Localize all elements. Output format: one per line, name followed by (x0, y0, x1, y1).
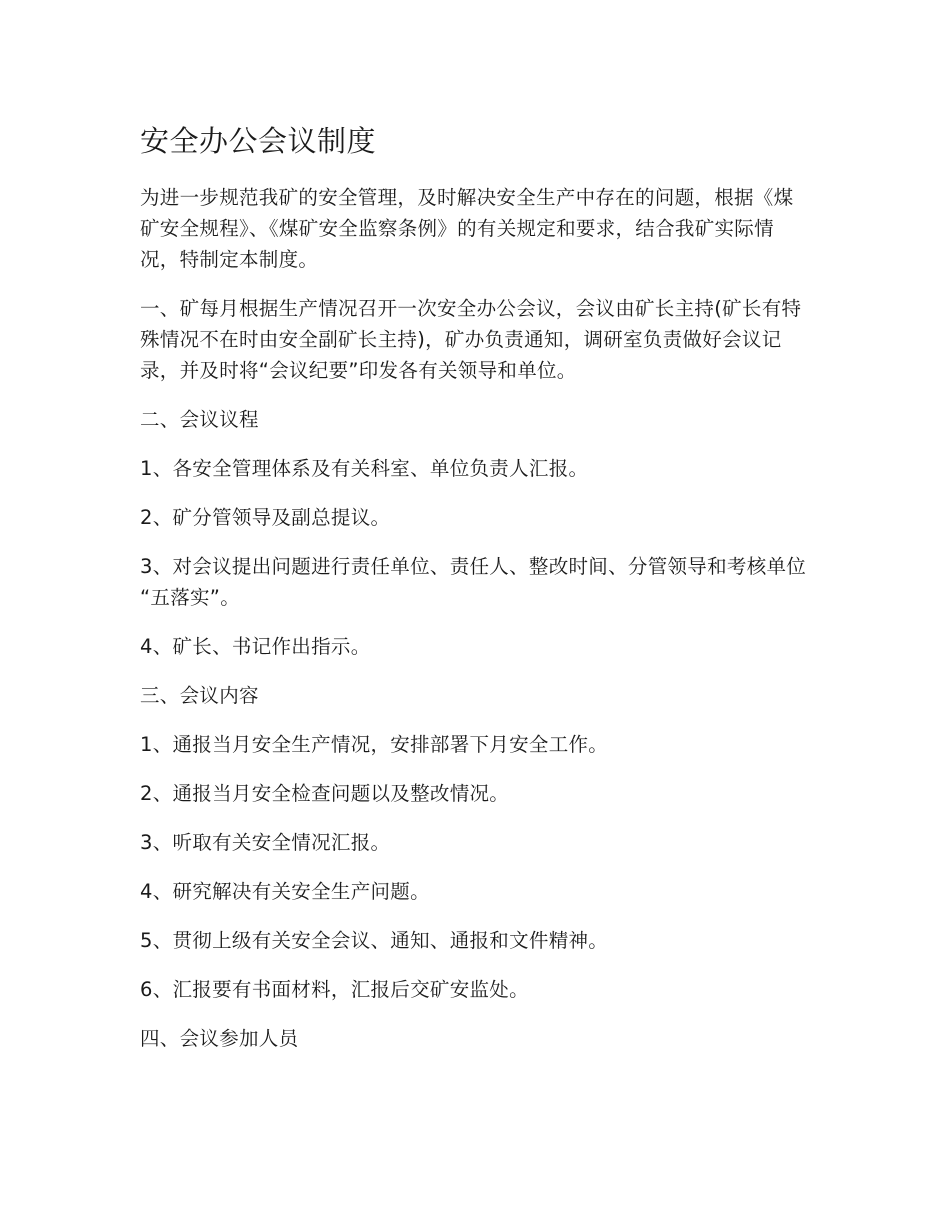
document-title: 安全办公会议制度 (140, 124, 377, 158)
content-item-3: 3、听取有关安全情况汇报。 (140, 831, 391, 854)
intro-paragraph: 为进一步规范我矿的安全管理，及时解决安全生产中存在的问题，根据《煤矿安全规程》、《煤矿安全监察条例》的有关规定和要求，结合我矿实际情况，特制定本制度。 (140, 186, 794, 271)
content-item-6: 6、汇报要有书面材料，汇报后交矿安监处。 (140, 978, 529, 1001)
section-heading-content: 三、会议内容 (140, 684, 259, 707)
content-item-1: 1、通报当月安全生产情况，安排部署下月安全工作。 (140, 733, 609, 756)
section-one-paragraph: 一、矿每月根据生产情况召开一次安全办公会议，会议由矿长主持(矿长有特殊情况不在时由安全副矿长主持)，矿办负责通知，调研室负责做好会议记录，并及时将“会议纪要”印发各有关领导和单位。 (140, 297, 802, 382)
agenda-item-3: 3、对会议提出问题进行责任单位、责任人、整改时间、分管领导和考核单位 “五落实”。 (140, 555, 807, 609)
content-item-2: 2、通报当月安全检查问题以及整改情况。 (140, 782, 510, 805)
agenda-item-1: 1、各安全管理体系及有关科室、单位负责人汇报。 (140, 457, 589, 480)
section-heading-attendees: 四、会议参加人员 (140, 1027, 299, 1050)
content-item-4: 4、研究解决有关安全生产问题。 (140, 880, 430, 903)
document-body (140, 120, 812, 1072)
agenda-item-4: 4、矿长、书记作出指示。 (140, 635, 371, 658)
content-item-5: 5、贯彻上级有关安全会议、通知、通报和文件精神。 (140, 929, 609, 952)
section-heading-agenda: 二、会议议程 (140, 408, 259, 431)
agenda-item-2: 2、矿分管领导及副总提议。 (140, 506, 391, 529)
